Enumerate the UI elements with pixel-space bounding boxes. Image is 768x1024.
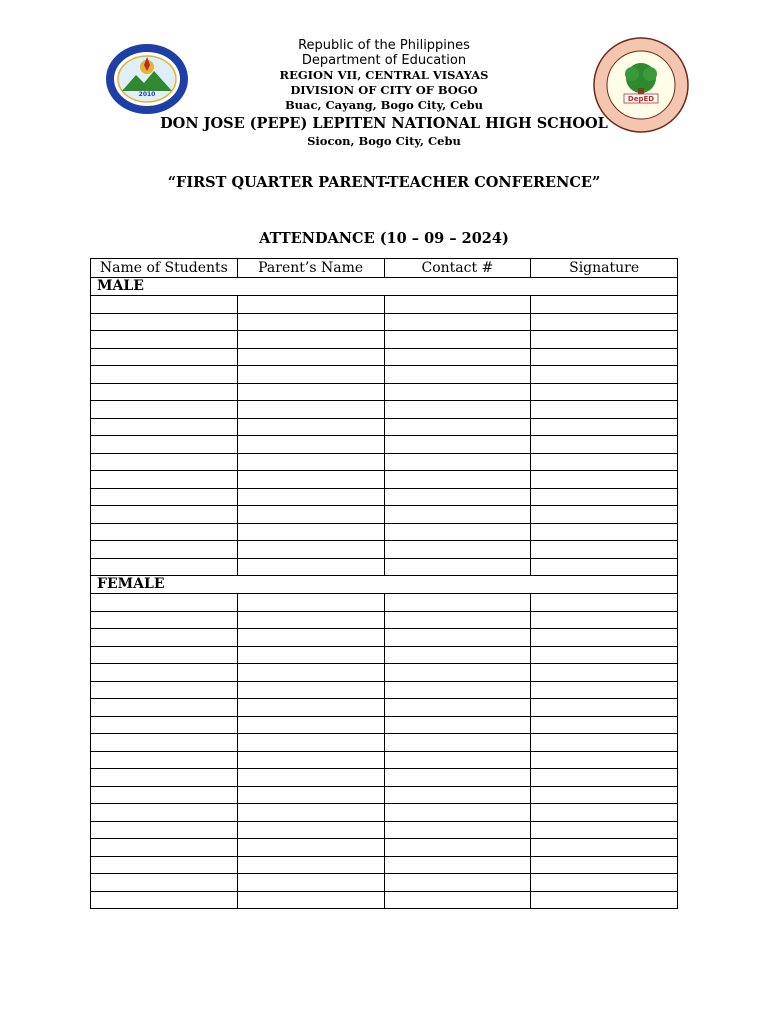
- blank-cell: [237, 401, 384, 419]
- table-row: [91, 313, 678, 331]
- blank-cell: [91, 611, 238, 629]
- region-line: REGION VII, CENTRAL VISAYAS: [279, 68, 489, 82]
- blank-cell: [531, 488, 678, 506]
- blank-cell: [91, 331, 238, 349]
- blank-cell: [384, 664, 531, 682]
- blank-cell: [531, 523, 678, 541]
- blank-cell: [237, 296, 384, 314]
- blank-cell: [384, 383, 531, 401]
- section-row-male: [91, 278, 678, 296]
- blank-cell: [384, 506, 531, 524]
- blank-cell: [237, 436, 384, 454]
- blank-cell: [531, 856, 678, 874]
- blank-cell: [531, 821, 678, 839]
- blank-cell: [237, 383, 384, 401]
- blank-cell: [531, 313, 678, 331]
- blank-cell: [91, 594, 238, 612]
- seal-year: 2010: [138, 91, 156, 98]
- blank-cell: [91, 839, 238, 857]
- blank-cell: [91, 523, 238, 541]
- blank-cell: [91, 313, 238, 331]
- blank-cell: [531, 506, 678, 524]
- column-header-parents-name: Parent’s Name: [237, 259, 384, 278]
- blank-cell: [531, 716, 678, 734]
- table-row: [91, 664, 678, 682]
- blank-cell: [91, 348, 238, 366]
- blank-cell: [531, 664, 678, 682]
- table-row: [91, 296, 678, 314]
- blank-cell: [237, 418, 384, 436]
- table-row: [91, 366, 678, 384]
- blank-cell: [531, 751, 678, 769]
- blank-cell: [384, 453, 531, 471]
- blank-cell: [237, 558, 384, 576]
- blank-cell: [384, 734, 531, 752]
- blank-cell: [384, 891, 531, 909]
- blank-cell: [91, 629, 238, 647]
- table-row: [91, 488, 678, 506]
- blank-cell: [384, 471, 531, 489]
- blank-cell: [384, 313, 531, 331]
- blank-cell: [91, 418, 238, 436]
- blank-cell: [384, 716, 531, 734]
- blank-cell: [531, 611, 678, 629]
- blank-cell: [384, 366, 531, 384]
- blank-cell: [91, 296, 238, 314]
- table-row: [91, 541, 678, 559]
- blank-cell: [237, 594, 384, 612]
- blank-cell: [237, 488, 384, 506]
- table-row: [91, 699, 678, 717]
- blank-cell: [237, 331, 384, 349]
- blank-cell: [91, 401, 238, 419]
- blank-cell: [384, 594, 531, 612]
- blank-cell: [384, 296, 531, 314]
- blank-cell: [237, 313, 384, 331]
- blank-cell: [237, 699, 384, 717]
- blank-cell: [531, 331, 678, 349]
- table-row: [91, 629, 678, 647]
- event-title: “FIRST QUARTER PARENT-TEACHER CONFERENCE”: [167, 174, 601, 191]
- table-row: [91, 418, 678, 436]
- blank-cell: [384, 821, 531, 839]
- blank-cell: [384, 629, 531, 647]
- school-address: Siocon, Bogo City, Cebu: [307, 134, 461, 148]
- blank-cell: [237, 716, 384, 734]
- table-row: [91, 839, 678, 857]
- section-row-female: [91, 576, 678, 594]
- blank-cell: [384, 786, 531, 804]
- blank-cell: [531, 594, 678, 612]
- blank-cell: [531, 296, 678, 314]
- table-row: [91, 594, 678, 612]
- blank-cell: [531, 734, 678, 752]
- blank-cell: [237, 611, 384, 629]
- table-row: [91, 611, 678, 629]
- table-row: [91, 506, 678, 524]
- attendance-table: [90, 258, 678, 909]
- blank-cell: [237, 646, 384, 664]
- blank-cell: [237, 734, 384, 752]
- blank-cell: [384, 401, 531, 419]
- table-row: [91, 821, 678, 839]
- blank-cell: [531, 471, 678, 489]
- table-row: [91, 891, 678, 909]
- table-row: [91, 348, 678, 366]
- blank-cell: [91, 506, 238, 524]
- deped-mark: DepED: [627, 95, 655, 103]
- attendance-table-body: [91, 278, 678, 909]
- table-row: [91, 786, 678, 804]
- blank-cell: [237, 874, 384, 892]
- blank-cell: [531, 891, 678, 909]
- table-row: [91, 856, 678, 874]
- section-label: FEMALE: [91, 576, 678, 594]
- republic-line: Republic of the Philippines: [298, 38, 470, 53]
- blank-cell: [237, 348, 384, 366]
- table-row: [91, 874, 678, 892]
- blank-cell: [384, 348, 531, 366]
- blank-cell: [531, 366, 678, 384]
- blank-cell: [91, 716, 238, 734]
- blank-cell: [531, 383, 678, 401]
- blank-cell: [91, 366, 238, 384]
- blank-cell: [237, 804, 384, 822]
- blank-cell: [531, 453, 678, 471]
- blank-cell: [237, 523, 384, 541]
- blank-cell: [91, 558, 238, 576]
- blank-cell: [384, 874, 531, 892]
- blank-cell: [531, 699, 678, 717]
- blank-cell: [237, 681, 384, 699]
- blank-cell: [237, 769, 384, 787]
- table-row: [91, 558, 678, 576]
- blank-cell: [91, 383, 238, 401]
- blank-cell: [384, 769, 531, 787]
- blank-cell: [91, 681, 238, 699]
- blank-cell: [531, 681, 678, 699]
- blank-cell: [384, 418, 531, 436]
- blank-cell: [237, 366, 384, 384]
- blank-cell: [531, 558, 678, 576]
- blank-cell: [237, 506, 384, 524]
- column-header-contact: Contact #: [384, 259, 531, 278]
- attendance-title: ATTENDANCE (10 – 09 – 2024): [259, 230, 509, 247]
- blank-cell: [237, 839, 384, 857]
- blank-cell: [531, 401, 678, 419]
- division-line: DIVISION OF CITY OF BOGO: [290, 83, 478, 97]
- blank-cell: [384, 856, 531, 874]
- table-row: [91, 453, 678, 471]
- blank-cell: [384, 646, 531, 664]
- table-row: [91, 471, 678, 489]
- blank-cell: [91, 734, 238, 752]
- blank-cell: [91, 541, 238, 559]
- column-header-signature: Signature: [531, 259, 678, 278]
- blank-cell: [237, 664, 384, 682]
- blank-cell: [91, 453, 238, 471]
- blank-cell: [384, 804, 531, 822]
- blank-cell: [384, 436, 531, 454]
- blank-cell: [91, 646, 238, 664]
- blank-cell: [237, 471, 384, 489]
- blank-cell: [91, 436, 238, 454]
- division-address: Buac, Cayang, Bogo City, Cebu: [284, 98, 484, 112]
- blank-cell: [531, 804, 678, 822]
- table-row: [91, 804, 678, 822]
- blank-cell: [384, 541, 531, 559]
- document-header: [0, 38, 768, 148]
- table-row: [91, 646, 678, 664]
- blank-cell: [91, 821, 238, 839]
- column-header-name-of-students: Name of Students: [91, 259, 238, 278]
- table-row: [91, 523, 678, 541]
- department-line: Department of Education: [301, 53, 467, 68]
- table-row: [91, 401, 678, 419]
- blank-cell: [91, 874, 238, 892]
- table-row: [91, 331, 678, 349]
- blank-cell: [531, 541, 678, 559]
- table-header-row: [91, 259, 678, 278]
- blank-cell: [237, 453, 384, 471]
- school-name: DON JOSE (PEPE) LEPITEN NATIONAL HIGH SCHOOL: [160, 115, 608, 132]
- table-row: [91, 681, 678, 699]
- table-row: [91, 751, 678, 769]
- blank-cell: [384, 839, 531, 857]
- blank-cell: [91, 804, 238, 822]
- blank-cell: [384, 523, 531, 541]
- table-row: [91, 734, 678, 752]
- blank-cell: [531, 646, 678, 664]
- blank-cell: [237, 541, 384, 559]
- blank-cell: [384, 488, 531, 506]
- blank-cell: [384, 611, 531, 629]
- blank-cell: [531, 418, 678, 436]
- blank-cell: [531, 769, 678, 787]
- blank-cell: [384, 681, 531, 699]
- blank-cell: [91, 664, 238, 682]
- blank-cell: [91, 699, 238, 717]
- blank-cell: [384, 331, 531, 349]
- table-row: [91, 769, 678, 787]
- blank-cell: [91, 751, 238, 769]
- blank-cell: [531, 629, 678, 647]
- blank-cell: [237, 751, 384, 769]
- blank-cell: [91, 471, 238, 489]
- blank-cell: [237, 629, 384, 647]
- table-row: [91, 383, 678, 401]
- blank-cell: [384, 751, 531, 769]
- blank-cell: [531, 786, 678, 804]
- blank-cell: [384, 699, 531, 717]
- blank-cell: [91, 856, 238, 874]
- blank-cell: [91, 891, 238, 909]
- blank-cell: [237, 856, 384, 874]
- blank-cell: [531, 348, 678, 366]
- blank-cell: [237, 821, 384, 839]
- blank-cell: [237, 786, 384, 804]
- blank-cell: [237, 891, 384, 909]
- blank-cell: [91, 488, 238, 506]
- blank-cell: [531, 874, 678, 892]
- blank-cell: [91, 769, 238, 787]
- blank-cell: [384, 558, 531, 576]
- blank-cell: [531, 436, 678, 454]
- section-label: MALE: [91, 278, 678, 296]
- blank-cell: [91, 786, 238, 804]
- table-row: [91, 716, 678, 734]
- table-row: [91, 436, 678, 454]
- blank-cell: [531, 839, 678, 857]
